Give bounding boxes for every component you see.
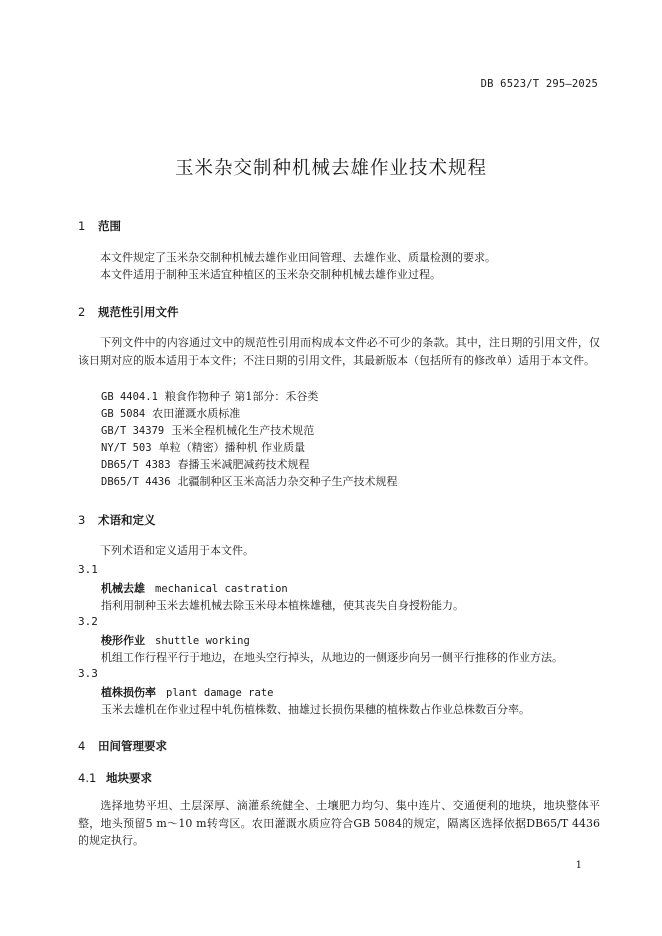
section-2-intro: 下列文件中的内容通过文中的规范性引用而构成本文件必不可少的条款。其中，注日期的引用文件，仅该日期对应的版本适用于本文件；不注日期的引用文件，其最新版本（包括所有的修改单）适用于本文件。 <box>78 336 600 367</box>
standard-code: DB 6523/T 295—2025 <box>480 78 598 90</box>
page-number: 1 <box>575 860 582 871</box>
reference-item: GB/T 34379 玉米全程机械化生产技术规范 <box>101 424 315 437</box>
section-3-heading: 3 术语和定义 <box>78 513 156 527</box>
section-2-heading: 2 规范性引用文件 <box>78 305 179 319</box>
term-name: 植株损伤率 plant damage rate <box>101 686 274 699</box>
term-number: 3.3 <box>78 667 98 680</box>
term-number: 3.1 <box>78 563 98 576</box>
section-1-para-1: 本文件规定了玉米杂交制种机械去雄作业田间管理、去雄作业、质量检测的要求。 <box>100 251 496 264</box>
section-1-para-2: 本文件适用于制种玉米适宜种植区的玉米杂交制种机械去雄作业过程。 <box>100 268 441 281</box>
reference-item: GB 5084 农田灌溉水质标准 <box>101 407 241 420</box>
document-title: 玉米杂交制种机械去雄作业技术规程 <box>174 158 487 179</box>
term-definition: 指利用制种玉米去雄机械去除玉米母本植株雄穗，使其丧失自身授粉能力。 <box>101 599 464 612</box>
reference-item: NY/T 503 单粒（精密）播种机 作业质量 <box>101 441 306 454</box>
term-definition: 机组工作行程平行于地边，在地头空行掉头，从地边的一侧逐步向另一侧平行推移的作业方法。 <box>101 651 563 664</box>
subsection-4-1-heading: 4.1 地块要求 <box>78 771 152 785</box>
section-4-heading: 4 田间管理要求 <box>78 739 167 753</box>
term-name: 机械去雄 mechanical castration <box>101 582 288 595</box>
term-name: 梭形作业 shuttle working <box>101 634 250 647</box>
term-number: 3.2 <box>78 615 98 628</box>
reference-item: DB65/T 4383 春播玉米减肥减药技术规程 <box>101 458 310 471</box>
section-3-intro: 下列术语和定义适用于本文件。 <box>100 544 254 557</box>
reference-item: DB65/T 4436 北疆制种区玉米高活力杂交种子生产技术规程 <box>101 475 398 488</box>
reference-item: GB 4404.1 粮食作物种子 第1部分：禾谷类 <box>101 390 319 403</box>
term-definition: 玉米去雄机在作业过程中轧伤植株数、抽雄过长损伤果穗的植株数占作业总株数百分率。 <box>101 703 530 716</box>
subsection-4-1-text: 选择地势平坦、土层深厚、滴灌系统健全、土壤肥力均匀、集中连片、交通便利的地块，地块整体平整，地头预留5 m～10 m转弯区。农田灌溉水质应符合GB 5084的规定，隔离区选择依据DB65/T 4436的规定执行。 <box>78 799 600 847</box>
section-1-heading: 1 范围 <box>78 219 121 233</box>
